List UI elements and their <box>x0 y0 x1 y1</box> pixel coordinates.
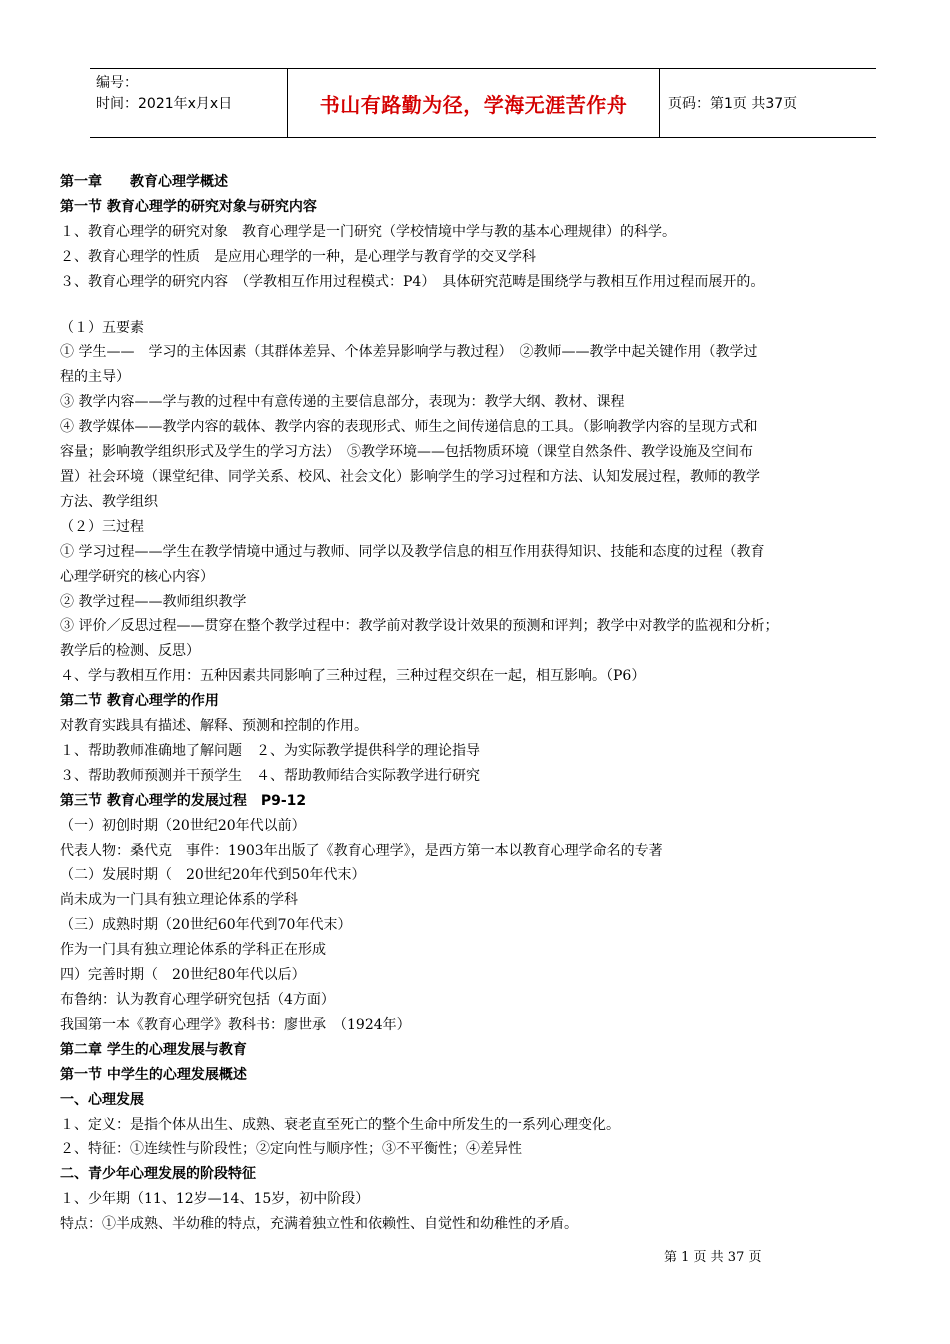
body-line: （三）成熟时期（20世纪60年代到70年代末） <box>60 917 352 934</box>
body-line: ④ 教学媒体——教学内容的载体、教学内容的表现形式、师生之间传递信息的工具。（影响教学内容的呈现方式和 <box>60 419 758 436</box>
section-heading: 第二章 学生的心理发展与教育 <box>60 1041 247 1058</box>
body-line: １、定义：是指个体从出生、成熟、衰老直至死亡的整个生命中所发生的一系列心理变化。 <box>60 1116 620 1133</box>
body-line: 代表人物：桑代克 事件：1903年出版了《教育心理学》，是西方第一本以教育心理学命名的专著 <box>60 842 663 859</box>
body-line: ２、教育心理学的性质 是应用心理学的一种，是心理学与教育学的交叉学科 <box>60 248 536 265</box>
document-body <box>60 170 920 1237</box>
body-line: 布鲁纳：认为教育心理学研究包括（4方面） <box>60 992 335 1008</box>
body-line: ③ 教学内容——学与教的过程中有意传递的主要信息部分，表现为：教学大纲、教材、课程 <box>60 394 625 411</box>
body-line: １、帮助教师准确地了解问题 ２、为实际教学提供科学的理论指导 <box>60 742 480 759</box>
document-time-label: 时间：2021年x月x日 <box>96 96 233 112</box>
page-footer: 第 1 页 共 37 页 <box>664 1250 762 1265</box>
body-line: ① 学生—— 学习的主体因素（其群体差异、个体差异影响学与教过程） ②教师——教学中起关键作用（教学过 <box>60 344 758 361</box>
header-page-label: 页码：第1页 共37页 <box>668 96 798 112</box>
header-meta <box>90 69 288 137</box>
section-heading: 第一节 教育心理学的研究对象与研究内容 <box>60 198 317 215</box>
body-line: 教学后的检测、反思） <box>60 643 200 660</box>
body-line: 容量；影响教学组织形式及学生的学习方法） ⑤教学环境——包括物质环境（课堂自然条件、教学设施及空间布 <box>60 444 753 461</box>
body-line: （２）三过程 <box>60 518 144 535</box>
body-line: 四）完善时期（ 20世纪80年代以后） <box>60 967 306 984</box>
body-line: 我国第一本《教育心理学》教科书：廖世承 （1924年） <box>60 1016 411 1033</box>
body-line: ② 教学过程——教师组织教学 <box>60 593 247 610</box>
body-line: 尚未成为一门具有独立理论体系的学科 <box>60 892 298 909</box>
section-heading: 二、青少年心理发展的阶段特征 <box>60 1166 256 1183</box>
body-line: １、教育心理学的研究对象 教育心理学是一门研究（学校情境中学与教的基本心理规律）的科学。 <box>60 223 676 240</box>
document-number-label: 编号： <box>96 75 138 91</box>
body-line: ① 学习过程——学生在教学情境中通过与教师、同学以及教学信息的相互作用获得知识、技能和态度的过程（教育 <box>60 543 765 560</box>
blank-line <box>60 295 920 316</box>
body-line: ３、教育心理学的研究内容 （学教相互作用过程模式：P4） 具体研究范畴是围绕学与教相互作用过程而展开的。 <box>60 273 765 290</box>
body-line: ３、帮助教师预测并干预学生 ４、帮助教师结合实际教学进行研究 <box>60 767 480 784</box>
body-line: １、少年期（11、12岁—14、15岁，初中阶段） <box>60 1191 370 1208</box>
document-header <box>90 68 876 138</box>
body-line: 方法、教学组织 <box>60 493 158 510</box>
section-heading: 一、心理发展 <box>60 1091 144 1108</box>
section-heading: 第三节 教育心理学的发展过程 P9-12 <box>60 792 307 809</box>
body-line: 对教育实践具有描述、解释、预测和控制的作用。 <box>60 718 368 735</box>
body-line: （１）五要素 <box>60 319 144 336</box>
body-line: 程的主导） <box>60 369 130 386</box>
body-line: ４、学与教相互作用：五种因素共同影响了三种过程，三种过程交织在一起，相互影响。（P6） <box>60 668 646 685</box>
body-line: 置）社会环境（课堂纪律、同学关系、校风、社会文化）影响学生的学习过程和方法、认知发展过程，教师的教学 <box>60 468 760 485</box>
section-heading: 第一章 教育心理学概述 <box>60 174 228 190</box>
body-line: 特点：①半成熟、半幼稚的特点，充满着独立性和依赖性、自觉性和幼稚性的矛盾。 <box>60 1216 578 1233</box>
header-motto: 书山有路勤为径，学海无涯苦作舟 <box>288 69 660 137</box>
section-heading: 第一节 中学生的心理发展概述 <box>60 1066 247 1083</box>
body-line: （一）初创时期（20世纪20年代以前） <box>60 817 306 834</box>
body-line: 作为一门具有独立理论体系的学科正在形成 <box>60 942 326 959</box>
body-line: ③ 评价／反思过程——贯穿在整个教学过程中：教学前对教学设计效果的预测和评判；教学中对教学的监视和分析； <box>60 618 779 635</box>
section-heading: 第二节 教育心理学的作用 <box>60 693 219 710</box>
body-line: （二）发展时期（ 20世纪20年代到50年代末） <box>60 867 366 884</box>
body-line: ２、特征：①连续性与阶段性；②定向性与顺序性；③不平衡性；④差异性 <box>60 1141 522 1158</box>
body-line: 心理学研究的核心内容） <box>60 568 214 585</box>
